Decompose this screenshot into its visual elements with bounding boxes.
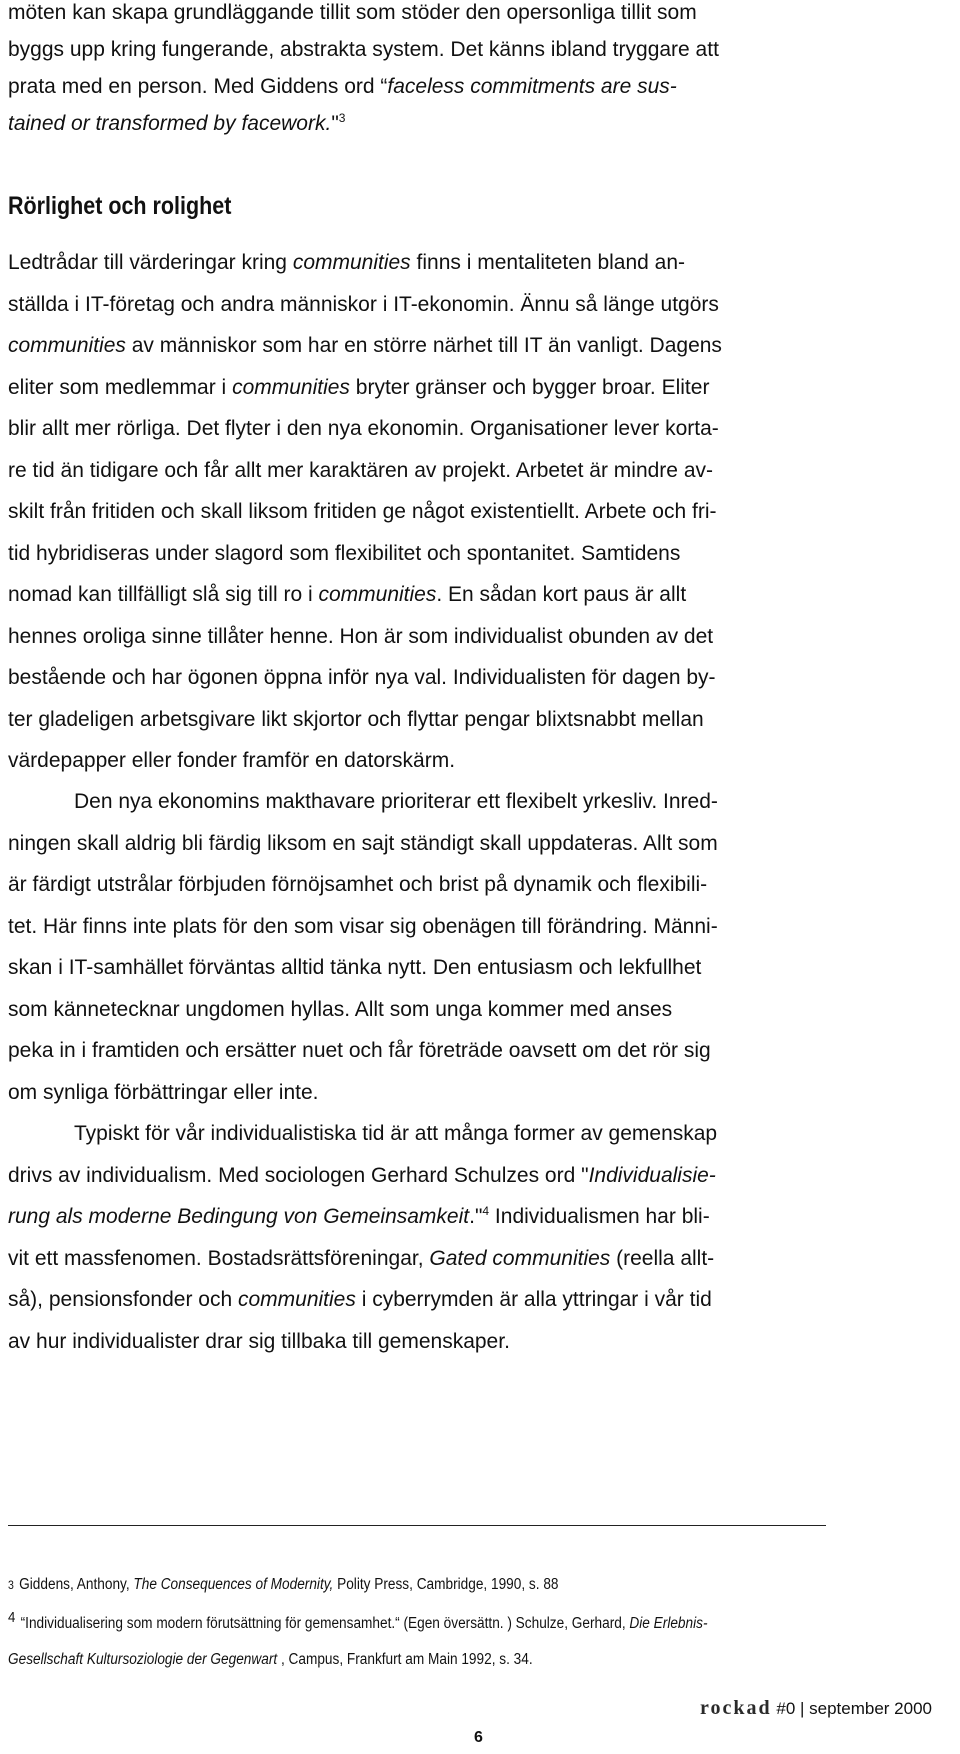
text-line: tained or transformed by facework."$^3$ <box>8 111 346 135</box>
text-line: peka in i framtiden och ersätter nuet och får företräde oavsett om det rör sig <box>8 1039 711 1062</box>
page-number: 6 <box>474 1729 483 1746</box>
text-line: ter gladeligen arbetsgivare likt skjortor och flyttar pengar blixtsnabbt mellan <box>8 707 704 731</box>
text-line: möten kan skapa grundläggande tillit som stöder den opersonliga tillit som <box>8 1 697 24</box>
text-line: tet. Här finns inte plats för den som visar sig obenägen till förändring. Männi- <box>8 914 718 938</box>
text-line: re tid än tidigare och får allt mer karaktären av projekt. Arbetet är mindre av- <box>8 458 713 482</box>
text-line: ningen skall aldrig bli färdig liksom en sajt ständigt skall uppdateras. Allt som <box>8 831 718 855</box>
section-heading: Rörlighet och rolighet <box>8 192 232 220</box>
text-line: värdepapper eller fonder framför en datorskärm. <box>8 749 456 772</box>
text-line: eliter som medlemmar i communities bryter gränser och bygger broar. Eliter <box>8 375 710 399</box>
text-line: prata med en person. Med Giddens ord “faceless commitments are sus- <box>8 75 677 98</box>
text-line: nomad kan tillfälligt slå sig till ro i communities. En sådan kort paus är allt <box>8 583 687 606</box>
footnote-number: 4 <box>8 1609 16 1626</box>
text-line: drivs av individualism. Med sociologen Gerhard Schulzes ord "Individualisie- <box>8 1163 716 1187</box>
text-line: Den nya ekonomins makthavare prioriterar ett flexibelt yrkesliv. Inred- <box>74 790 718 813</box>
text-line: ställda i IT-företag och andra människor i IT-ekonomin. Ännu så länge utgörs <box>8 292 719 316</box>
text-line: tid hybridiseras under slagord som flexibilitet och spontanitet. Samtidens <box>8 541 681 565</box>
text-line: skan i IT-samhället förväntas alltid tänka nytt. Den entusiasm och lekfullhet <box>8 956 702 979</box>
intro-paragraph <box>8 0 808 142</box>
text-line: hennes oroliga sinne tillåter henne. Hon är som individualist obunden av det <box>8 624 714 648</box>
footnote-4: 4 “Individualisering som modern förutsättning för gemensamhet.“ (Egen översättn. ) Schulze, Gerhard, Die Erlebnis- <box>8 1609 708 1632</box>
text-line: bestående och har ögonen öppna inför nya val. Individualisten för dagen by- <box>8 666 716 689</box>
text-line: byggs upp kring fungerande, abstrakta system. Det känns ibland tryggare att <box>8 38 719 61</box>
paragraph-1 <box>8 242 808 782</box>
footnote-ref: 4 <box>482 1204 490 1218</box>
text-line: communities av människor som har en större närhet till IT än vanligt. Dagens <box>8 334 722 357</box>
issue-info: #0 | september 2000 <box>771 1699 932 1718</box>
footnote-3: 3 Giddens, Anthony, The Consequences of Modernity, Polity Press, Cambridge, 1990, s. 88 <box>8 1576 559 1593</box>
footnote-4-continued: Gesellschaft Kultursoziologie der Gegenwart , Campus, Frankfurt am Main 1992, s. 34. <box>8 1651 533 1668</box>
text-line: vit ett massfenomen. Bostadsrättsföreningar, Gated communities (reella allt- <box>8 1246 715 1270</box>
paragraph-3 <box>8 1113 808 1362</box>
page-footer <box>700 1697 932 1720</box>
brand-logo: rockad <box>700 1697 772 1719</box>
text-line: blir allt mer rörliga. Det flyter i den nya ekonomin. Organisationer lever korta- <box>8 417 719 440</box>
text-line: så), pensionsfonder och communities i cyberrymden är alla yttringar i vår tid <box>8 1288 712 1311</box>
text-line: Ledtrådar till värderingar kring communities finns i mentaliteten bland an- <box>8 251 686 274</box>
text-line: av hur individualister drar sig tillbaka till gemenskaper. <box>8 1329 510 1353</box>
text-line: Typiskt för vår individualistiska tid är att många former av gemenskap <box>74 1122 718 1145</box>
footnote-divider <box>8 1525 826 1526</box>
text-line: om synliga förbättringar eller inte. <box>8 1080 319 1104</box>
text-line: skilt från fritiden och skall liksom fritiden ge något existentiellt. Arbete och fri- <box>8 500 717 523</box>
footnote-ref: 3 <box>338 111 346 125</box>
text-line: är färdigt utstrålar förbjuden förnöjsamhet och brist på dynamik och flexibili- <box>8 873 708 896</box>
text-line: som kännetecknar ungdomen hyllas. Allt som unga kommer med anses <box>8 997 673 1021</box>
paragraph-2 <box>8 781 808 1113</box>
text-line: rung als moderne Bedingung von Gemeinsamkeit."$^4$ Individualismen har bli- <box>8 1204 710 1228</box>
footnote-number: 3 <box>8 1578 14 1592</box>
